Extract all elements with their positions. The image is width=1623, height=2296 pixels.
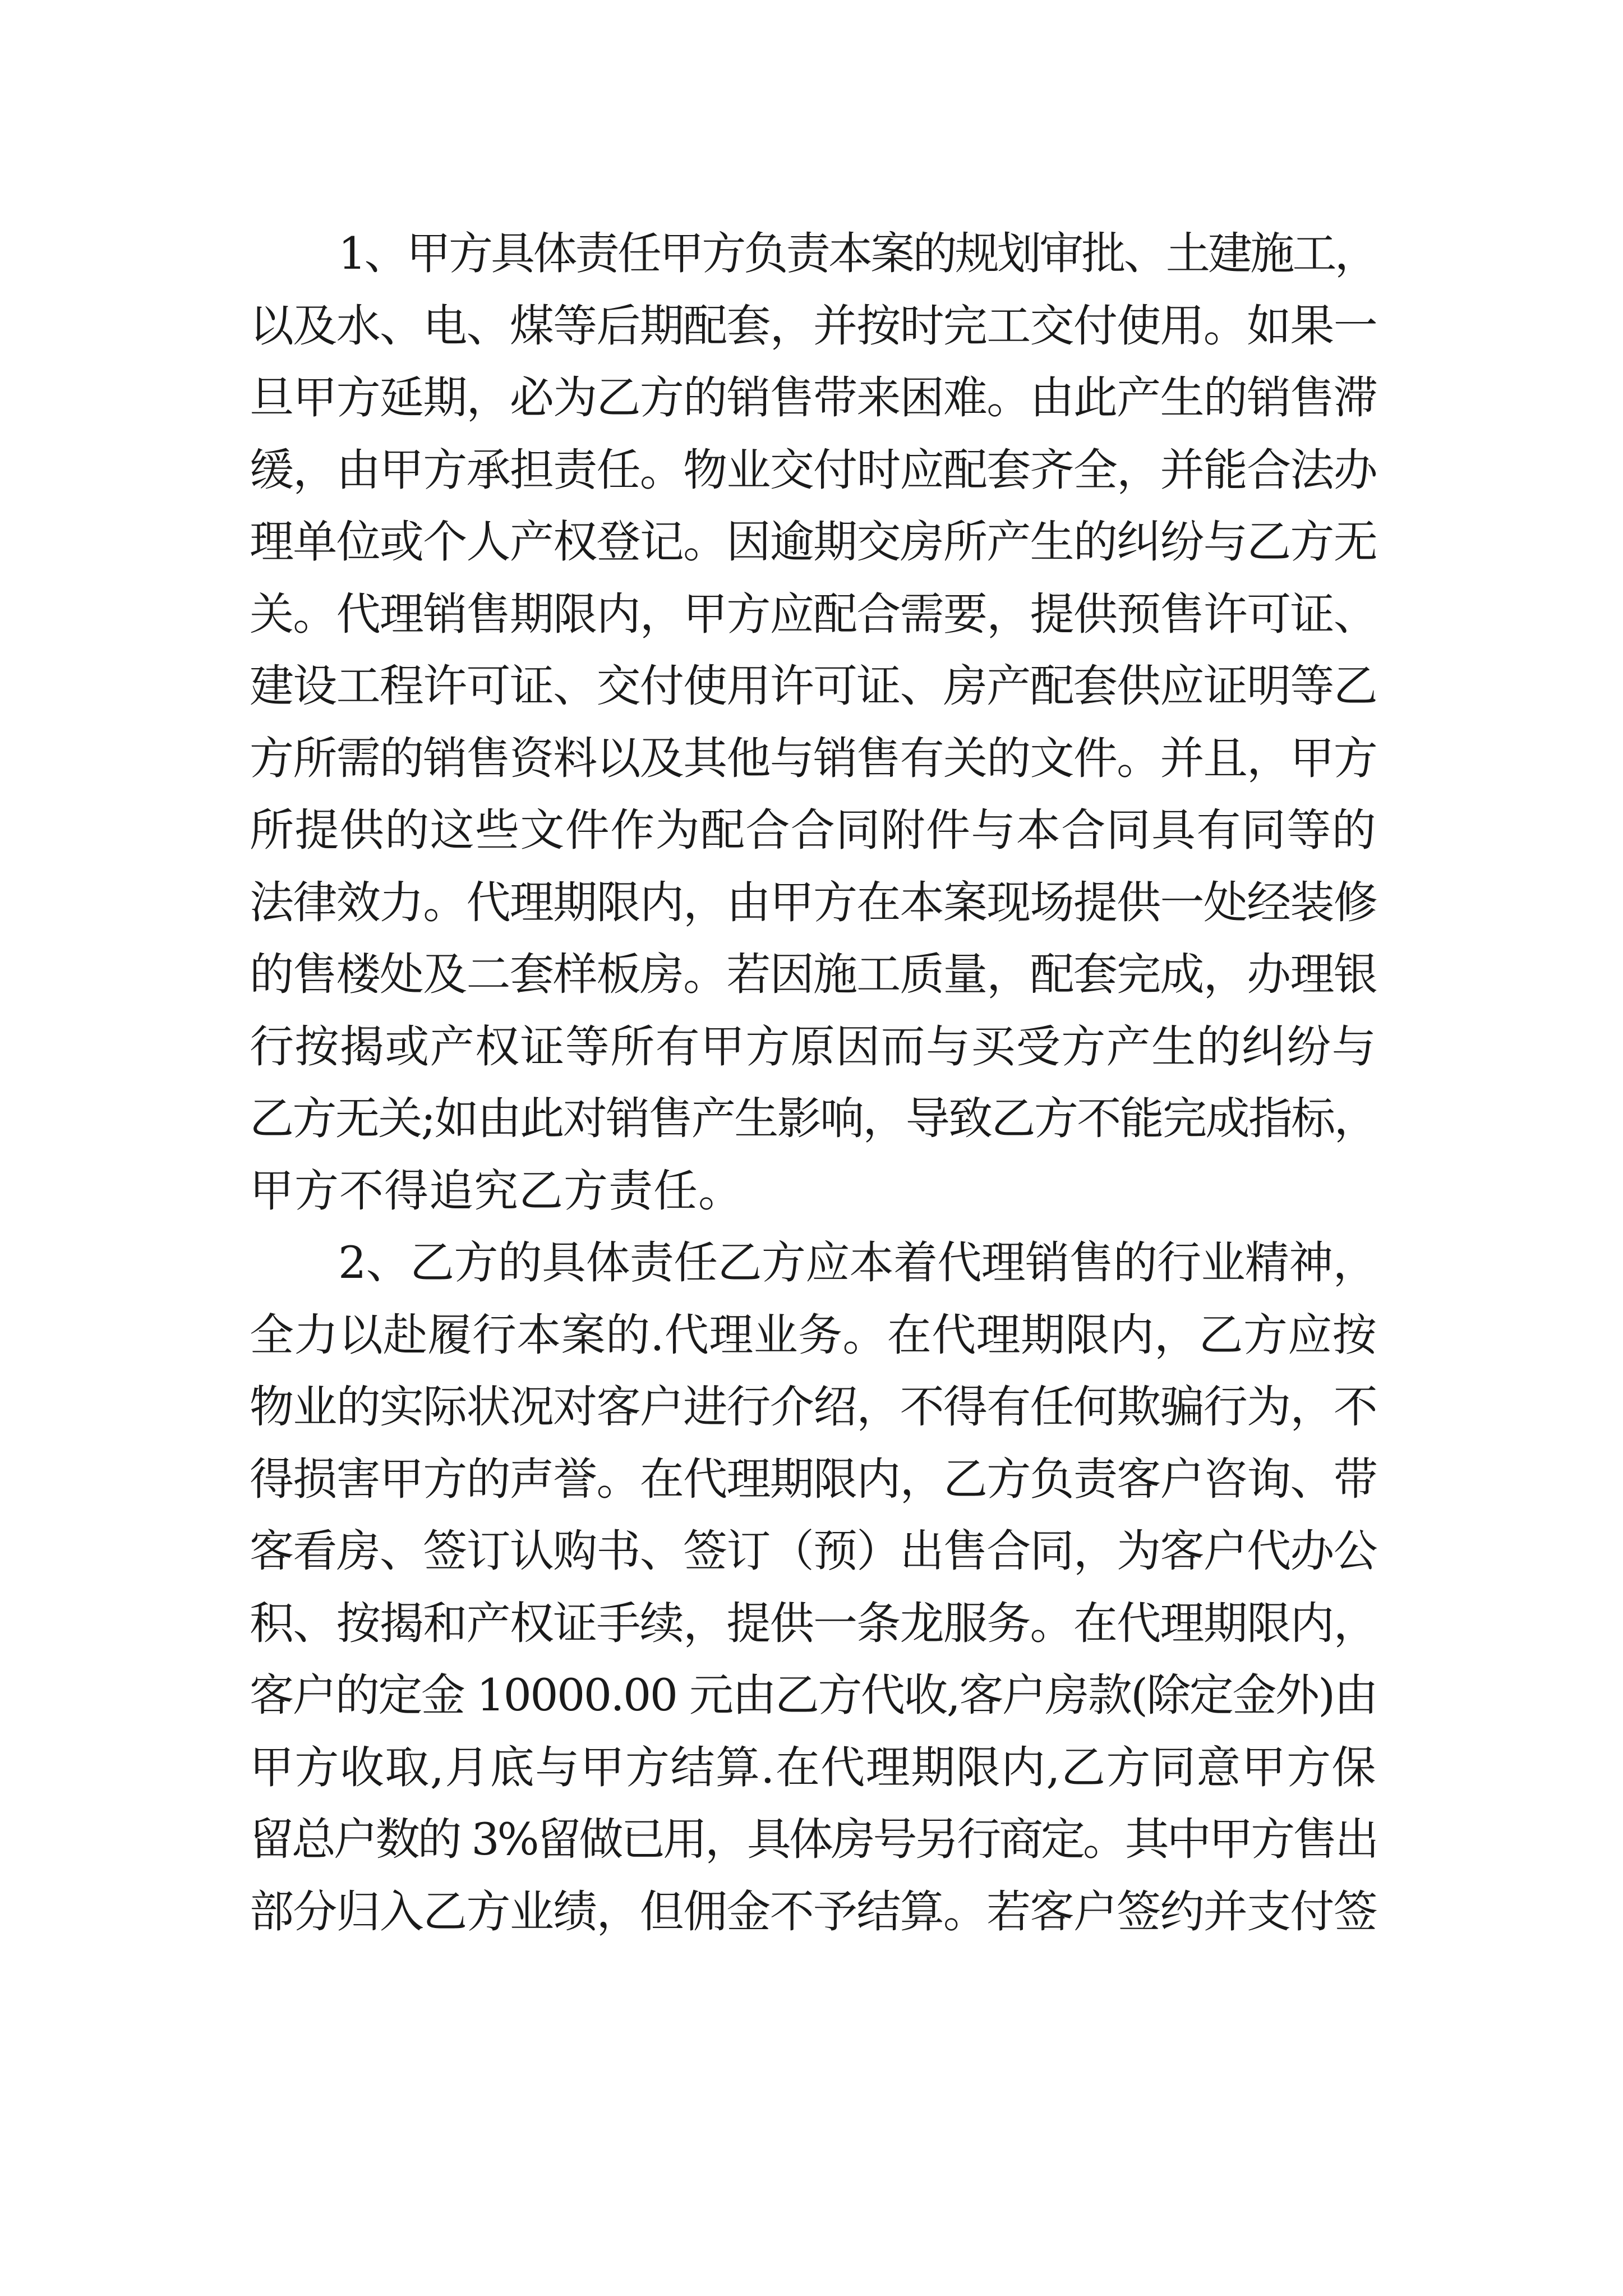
text-line: 客看房、签订认购书、签订（预）出售合同，为客户代办公 <box>250 1525 1377 1577</box>
text-line: 的售楼处及二套样板房。若因施工质量，配套完成，办理银 <box>250 949 1377 1000</box>
text-line: 全力以赴履行本案的.代理业务。在代理期限内，乙方应按 <box>250 1309 1377 1361</box>
paragraph-1 <box>250 218 1377 1227</box>
text-line: 部分归入乙方业绩，但佣金不予结算。若客户签约并支付签 <box>250 1885 1377 1938</box>
text-line: 乙方无关;如由此对销售产生影响，导致乙方不能完成指标， <box>250 1093 1377 1144</box>
text-line: 缓，由甲方承担责任。物业交付时应配套齐全，并能合法办 <box>250 444 1377 496</box>
text-line: 旦甲方延期，必为乙方的销售带来困难。由此产生的销售滞 <box>250 372 1377 424</box>
text-line: 甲方收取,月底与甲方结算.在代理期限内,乙方同意甲方保 <box>250 1741 1377 1793</box>
text-line: 客户的定金 10000.00 元由乙方代收,客户房款(除定金外)由 <box>250 1669 1377 1721</box>
text-line: 以及水、电、煤等后期配套，并按时完工交付使用。如果一 <box>250 300 1377 352</box>
paragraph-2 <box>250 1227 1377 1948</box>
text-line: 理单位或个人产权登记。因逾期交房所产生的纠纷与乙方无 <box>250 516 1377 568</box>
text-line: 2、乙方的具体责任乙方应本着代理销售的行业精神， <box>338 1237 1377 1289</box>
text-line: 建设工程许可证、交付使用许可证、房产配套供应证明等乙 <box>250 660 1377 712</box>
text-line: 方所需的销售资料以及其他与销售有关的文件。并且，甲方 <box>250 732 1377 784</box>
text-line: 1、甲方具体责任甲方负责本案的规划审批、土建施工， <box>338 228 1377 279</box>
text-line: 积、按揭和产权证手续，提供一条龙服务。在代理期限内， <box>250 1597 1377 1649</box>
text-line: 留总户数的 3%留做已用，具体房号另行商定。其中甲方售出 <box>250 1814 1377 1865</box>
text-line: 得损害甲方的声誉。在代理期限内，乙方负责客户咨询、带 <box>250 1453 1377 1505</box>
text-line: 法律效力。代理期限内，由甲方在本案现场提供一处经装修 <box>250 876 1377 928</box>
text-line: 物业的实际状况对客户进行介绍，不得有任何欺骗行为，不 <box>250 1381 1377 1433</box>
text-line: 关。代理销售期限内，甲方应配合需要，提供预售许可证、 <box>250 588 1377 640</box>
document-page <box>250 218 1377 1948</box>
text-line: 甲方不得追究乙方责任。 <box>250 1165 743 1217</box>
text-line: 行按揭或产权证等所有甲方原因而与买受方产生的纠纷与 <box>250 1020 1377 1073</box>
text-line: 所提供的这些文件作为配合合同附件与本合同具有同等的 <box>250 804 1377 856</box>
